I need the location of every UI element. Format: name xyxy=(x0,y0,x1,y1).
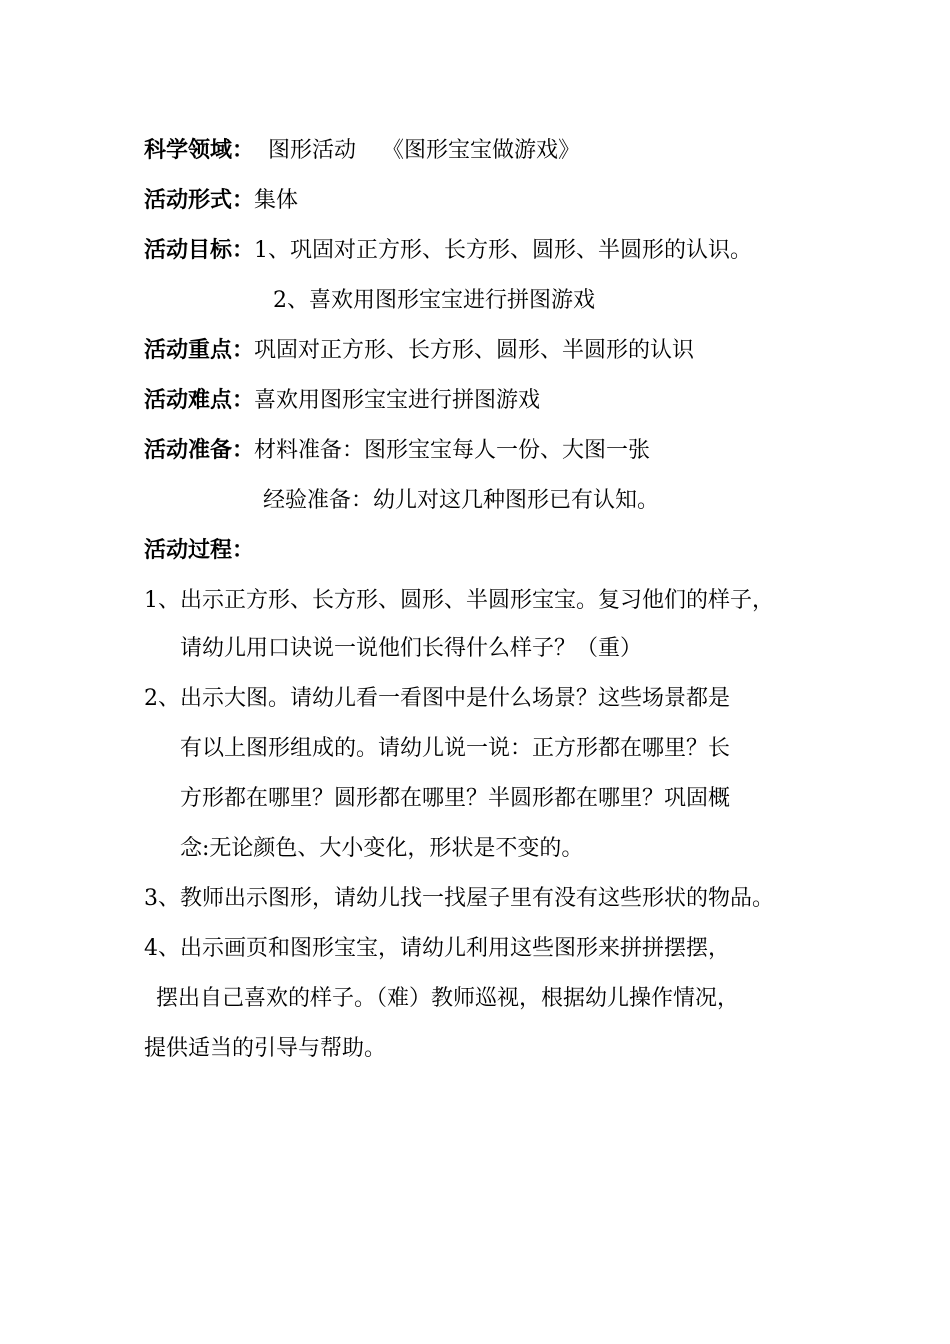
key-point-label: 活动重点： xyxy=(144,338,255,363)
process-line: 2、出示大图。请幼儿看一看图中是什么场景？这些场景都是 xyxy=(144,686,730,711)
process-line: 摆出自己喜欢的样子。（难）教师巡视，根据幼儿操作情况， xyxy=(156,986,740,1011)
preparation-label: 活动准备： xyxy=(144,438,255,463)
difficulty-value: 喜欢用图形宝宝进行拼图游戏 xyxy=(254,388,541,413)
form-value: 集体 xyxy=(254,188,299,213)
goals-line xyxy=(144,236,752,266)
preparation-line xyxy=(144,436,650,466)
key-point-value: 巩固对正方形、长方形、圆形、半圆形的认识 xyxy=(254,338,695,363)
experience-preparation: 经验准备：幼儿对这几种图形已有认知。 xyxy=(263,488,660,513)
process-line: 请幼儿用口诀说一说他们长得什么样子？（重） xyxy=(180,636,643,661)
process-line: 方形都在哪里？圆形都在哪里？半圆形都在哪里？巩固概 xyxy=(180,786,731,811)
goal-item-2: 2、喜欢用图形宝宝进行拼图游戏 xyxy=(273,288,595,313)
activity-title: 《图形宝宝做游戏》 xyxy=(382,138,581,163)
process-line: 有以上图形组成的。请幼儿说一说：正方形都在哪里？长 xyxy=(180,736,731,761)
material-preparation: 材料准备：图形宝宝每人一份、大图一张 xyxy=(254,438,651,463)
form-label: 活动形式： xyxy=(144,188,255,213)
difficulty-line xyxy=(144,386,540,416)
process-line: 3、教师出示图形，请幼儿找一找屋子里有没有这些形状的物品。 xyxy=(144,886,774,911)
form-line xyxy=(144,186,298,216)
domain-value: 图形活动 xyxy=(268,138,357,163)
domain-line xyxy=(144,136,580,166)
process-line: 1、出示正方形、长方形、圆形、半圆形宝宝。复习他们的样子， xyxy=(144,588,774,613)
process-line: 念:无论颜色、大小变化，形状是不变的。 xyxy=(180,836,584,861)
process-label: 活动过程： xyxy=(144,538,255,563)
difficulty-label: 活动难点： xyxy=(144,388,255,413)
process-line: 提供适当的引导与帮助。 xyxy=(144,1036,387,1061)
process-line: 4、出示画页和图形宝宝，请幼儿利用这些图形来拼拼摆摆， xyxy=(144,936,730,961)
domain-label: 科学领域： xyxy=(144,138,255,163)
goal-item-1: 1、巩固对正方形、长方形、圆形、半圆形的认识。 xyxy=(254,238,753,263)
goals-label: 活动目标： xyxy=(144,238,255,263)
key-point-line xyxy=(144,336,694,366)
